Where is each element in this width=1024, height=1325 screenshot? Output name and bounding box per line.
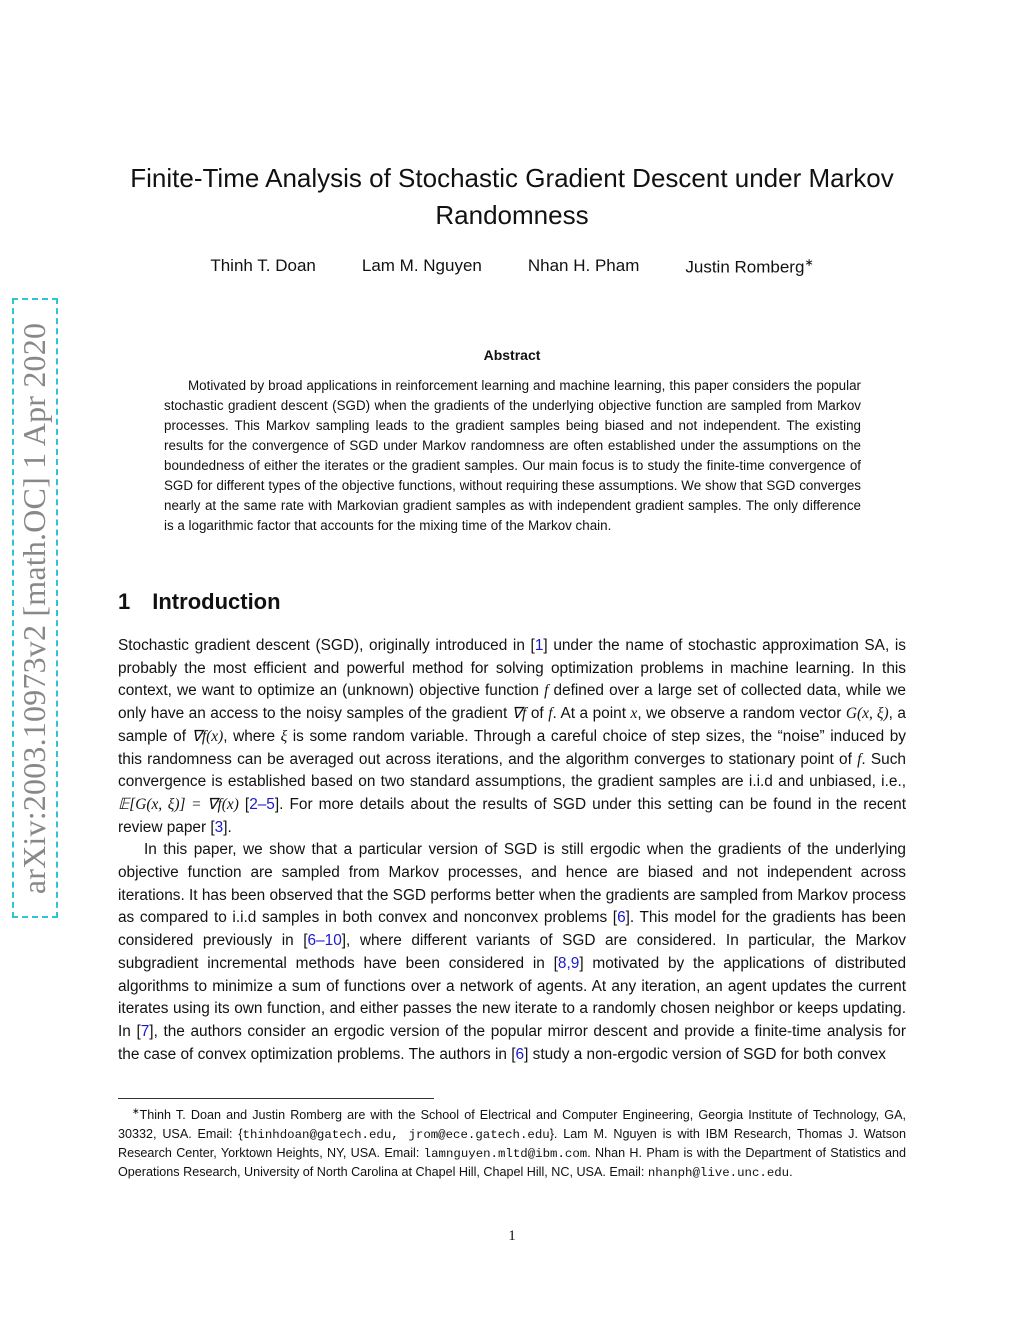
citation-6b[interactable]: 6 [515,1045,525,1063]
author-list [120,256,904,278]
citation-1[interactable]: 1 [534,637,544,654]
author-4: Justin Romberg∗ [685,257,814,277]
footnote-mark[interactable]: ∗ [804,257,814,269]
email-gatech[interactable]: thinhdoan@gatech.edu, jrom@ece.gatech.edu [242,1127,550,1142]
page-number: 1 [508,1228,516,1244]
abstract-text: Motivated by broad applications in reinforcement learning and machine learning, this paper considers the popular stochastic gradient descent (SGD) when the gradients of the underlying objective function are sampled from Markov processes. This Markov sampling leads to the gradient samples being biased and not independent. The existing results for the convergence of SGD under Markov randomness are often established under the assumptions on the boundedness of either the iterates or the gradient samples. Our main focus is to study the finite-time convergence of SGD for different types of the objective functions, without requiring these assumptions. We show that SGD converges nearly at the same rate with Markovian gradient samples as with independent gradient samples. The only difference is a logarithmic factor that accounts for the mixing time of the Markov chain. [164,378,861,533]
paragraph-1: Stochastic gradient descent (SGD), originally introduced in [1] under the name of stochastic approximation SA, is probably the most efficient and powerful method for solving optimization problems in machine learning. In this context, we want to optimize an (unknown) objective function f defined over a large set of collected data, while we only have an access to the noisy samples of the gradient ∇f of f. At a point x, we observe a random vector G(x, ξ), a sample of ∇f(x), where ξ is some random variable. Through a careful choice of step sizes, the “noise” induced by this randomness can be averaged out across iterations, and the algorithm converges to stationary point of f. Such convergence is established based on two standard assumptions, the gradient samples are i.i.d and unbiased, i.e., 𝔼[G(x, ξ)] = ∇f(x) [2–5]. For more details about the results of SGD under this setting can be found in the recent review paper [3]. [118,637,906,836]
paragraph-2: In this paper, we show that a particular version of SGD is still ergodic when the gradients of the underlying objective function are sampled from Markov processes, and hence are biased and not independent across iterations. It has been observed that the SGD performs better when the gradients are sampled from Markov process as compared to i.i.d samples in both convex and nonconvex problems [6]. This model for the gradients has been considered previously in [6–10], where different variants of SGD are considered. In particular, the Markov subgradient incremental methods have been considered in [8,9] motivated by the applications of distributed algorithms to minimize a sum of functions over a network of agents. At any iteration, an agent updates the current iterates using its own function, and either passes the new iterate to a randomly chosen neighbor or keeps updating. In [7], the authors consider an ergodic version of the popular mirror descent and provide a finite-time analysis for the case of convex optimization problems. The authors in [6] study a non-ergodic version of SGD for both convex [118,841,906,1063]
email-ibm[interactable]: lamnguyen.mltd@ibm.com [423,1147,588,1161]
section-heading: 1 Introduction [118,589,281,614]
citation-3[interactable]: 3 [214,818,224,836]
introduction-body [118,635,906,1066]
author-1: Thinh T. Doan [210,256,316,275]
citation-7[interactable]: 7 [140,1022,150,1040]
arxiv-sidebar-stamp [12,298,58,918]
footnote: ∗Thinh T. Doan and Justin Romberg are with the School of Electrical and Computer Engineering, Georgia Institute of Technology, GA, 30332, USA. Email: {thinhdoan@gatech.edu, jrom@ece.gatech.edu}. Lam M. Nguyen is with IBM Research, Thomas J. Watson Research Center, Yorktown Heights, NY, USA. Email: lamnguyen.mltd@ibm.com. Nhan H. Pham is with the Department of Statistics and Operations Research, University of North Carolina at Chapel Hill, Chapel Hill, NC, USA. Email: nhanph@live.unc.edu. [118,1106,906,1181]
paper-title: Finite-Time Analysis of Stochastic Gradient Descent under Markov Randomness [130,163,894,230]
footnote-rule [118,1098,434,1099]
abstract-heading: Abstract [483,347,541,363]
author-2: Lam M. Nguyen [361,256,482,275]
arxiv-identifier: arXiv:2003.10973v2 [math.OC] 1 Apr 2020 [16,322,53,894]
email-unc[interactable]: nhanph@live.unc.edu [647,1166,790,1181]
citation-6[interactable]: 6 [617,909,626,927]
citation-8-9[interactable]: 8,9 [557,954,580,972]
author-3: Nhan H. Pham [527,256,640,275]
citation-2-5[interactable]: 2–5 [249,795,275,813]
citation-6-10[interactable]: 6–10 [307,932,342,950]
